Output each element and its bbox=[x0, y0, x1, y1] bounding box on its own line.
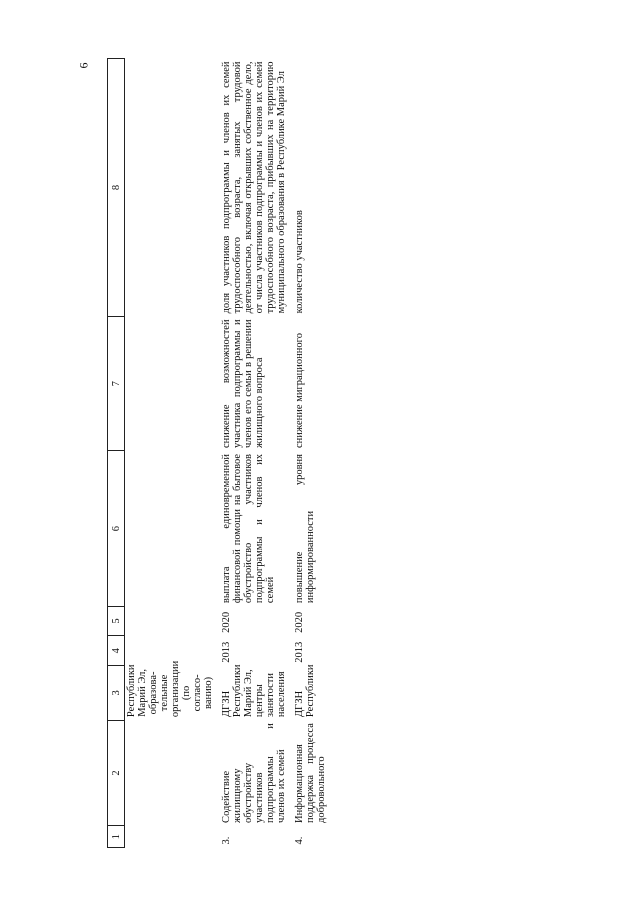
page-number: 6 bbox=[76, 62, 91, 69]
column-number: 8 bbox=[108, 59, 125, 317]
end-year-cell: 2020 bbox=[294, 611, 305, 633]
result-cell: повышение уровня информированности bbox=[294, 454, 316, 604]
row-number: 3. bbox=[221, 836, 232, 845]
rotated-table-container bbox=[107, 58, 632, 848]
start-year-cell: 2013 bbox=[294, 641, 305, 663]
event-cell: Содействие жилищному обустройству участников подпрограммы и членов их семей bbox=[221, 723, 287, 823]
continuation-row bbox=[125, 59, 221, 848]
indicator-cell: доля участников подпрограммы и членов их семей трудоспособного возраста, занятых трудовой деятельностью, включая открывших собственное дело, от числа участников подпрограммы и членов их семей трудоспособного возраста, прибывших на территорию муниципального образования в Республике Марий Эл bbox=[221, 61, 287, 314]
indicator-cell: количество участников bbox=[294, 210, 305, 314]
start-year-cell: 2013 bbox=[221, 641, 232, 663]
consequences-cell: снижение миграционного bbox=[294, 333, 305, 448]
column-number: 6 bbox=[108, 451, 125, 606]
column-number: 2 bbox=[108, 720, 125, 826]
executor-cell: ДГЗН Республики Марий Эл, центры занятости населения bbox=[221, 664, 287, 718]
result-cell: выплата единовременной финансовой помощи на бытовое обустройство участников подпрограммы и членов их семей bbox=[221, 454, 276, 604]
executor-continuation: Республики Марий Эл, образова- тельные организации (по согласо- ванию) bbox=[126, 660, 214, 718]
column-number-row bbox=[108, 59, 125, 848]
end-year-cell: 2020 bbox=[221, 611, 232, 633]
column-number: 3 bbox=[108, 666, 125, 720]
column-number: 7 bbox=[108, 316, 125, 451]
program-table bbox=[107, 58, 333, 848]
column-number: 5 bbox=[108, 606, 125, 636]
consequences-cell: снижение возможностей участника подпрограммы и членов его семьи в решении жилищного вопроса bbox=[221, 319, 265, 448]
table-row bbox=[293, 59, 333, 848]
table-row bbox=[220, 59, 293, 848]
column-number: 4 bbox=[108, 636, 125, 666]
column-number: 1 bbox=[108, 826, 125, 848]
event-cell: Информационная поддержка процесса добровольного bbox=[294, 723, 327, 823]
executor-cell: ДГЗН Республики bbox=[294, 664, 316, 718]
row-number: 4. bbox=[294, 836, 305, 845]
